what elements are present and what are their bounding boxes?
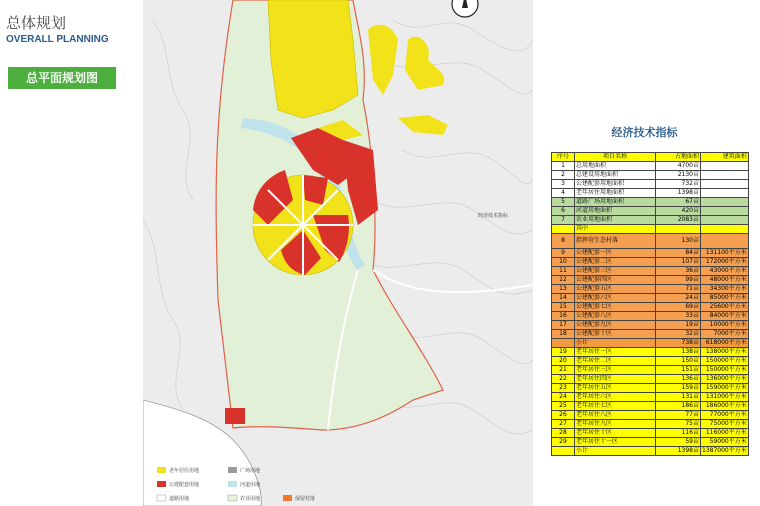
- cell-no: 3: [552, 180, 575, 189]
- cell-build: [701, 207, 749, 216]
- cell-no: 13: [552, 285, 575, 294]
- table-title: 经济技术指标: [611, 126, 678, 139]
- cell-build: 34300平方米: [701, 285, 749, 294]
- cell-area: 24亩: [656, 294, 701, 303]
- table-row: [552, 366, 749, 375]
- cell-name: 公建配套一区: [575, 249, 656, 258]
- cell-no: 20: [552, 357, 575, 366]
- cell-name: 老年居住八区: [575, 411, 656, 420]
- table-row: [552, 294, 749, 303]
- table-row: [552, 429, 749, 438]
- table-row: [552, 339, 749, 348]
- cell-build: 159000平方米: [701, 384, 749, 393]
- cell-no: 17: [552, 321, 575, 330]
- col-header-name: 项目名称: [575, 153, 656, 162]
- cell-area: 151亩: [656, 366, 701, 375]
- cell-area: 77亩: [656, 411, 701, 420]
- cell-area: 732亩: [656, 180, 701, 189]
- cell-name: 小计: [575, 339, 656, 348]
- cell-area: 2130亩: [656, 171, 701, 180]
- cell-name: 公建配套十区: [575, 330, 656, 339]
- residential-zone-north: [268, 0, 358, 118]
- page-subtitle: OVERALL PLANNING: [6, 34, 109, 45]
- cell-no: 2: [552, 171, 575, 180]
- cell-no: 1: [552, 162, 575, 171]
- legend-label-5: 农业用地: [240, 496, 261, 502]
- cell-name: 老年居住用地面积: [575, 189, 656, 198]
- cell-build: 7000平方米: [701, 330, 749, 339]
- table-row: [552, 357, 749, 366]
- section-tag: 总平面规划图: [8, 67, 116, 89]
- cell-build: 150000平方米: [701, 366, 749, 375]
- cell-build: 138000平方米: [701, 348, 749, 357]
- cell-name: 公建配套五区: [575, 285, 656, 294]
- cell-name: 公建配套二区: [575, 258, 656, 267]
- cell-area: 69亩: [656, 303, 701, 312]
- cell-build: 618000平方米: [701, 339, 749, 348]
- cell-build: 116000平方米: [701, 429, 749, 438]
- cell-no: 23: [552, 384, 575, 393]
- table-row: [552, 438, 749, 447]
- cell-name: 老年居住六区: [575, 393, 656, 402]
- table-row: [552, 180, 749, 189]
- legend-label-1: 广场用地: [240, 468, 261, 474]
- cell-build: [701, 216, 749, 225]
- cell-area: 138亩: [656, 348, 701, 357]
- cell-no: 12: [552, 276, 575, 285]
- cell-area: 32亩: [656, 330, 701, 339]
- table-row: [552, 267, 749, 276]
- cell-build: [701, 189, 749, 198]
- table-row: [552, 384, 749, 393]
- cell-name: 河道用地面积: [575, 207, 656, 216]
- legend-label-4: 道路用地: [169, 496, 190, 502]
- cell-area: 33亩: [656, 312, 701, 321]
- cell-area: 36亩: [656, 267, 701, 276]
- cell-no: 26: [552, 411, 575, 420]
- cell-name: 公建配套三区: [575, 267, 656, 276]
- cell-area: 99亩: [656, 276, 701, 285]
- cell-build: 43000平方米: [701, 267, 749, 276]
- cell-build: [701, 162, 749, 171]
- cell-name: 公建配套六区: [575, 294, 656, 303]
- cell-build: 172000平方米: [701, 258, 749, 267]
- cell-build: 1387000平方米: [702, 447, 747, 454]
- cell-name: 道路广场用地面积: [575, 198, 656, 207]
- cell-build: 131000平方米: [701, 393, 749, 402]
- cell-no: 22: [552, 375, 575, 384]
- cell-build: 186000平方米: [701, 402, 749, 411]
- map-label-tech: 经济技术指标: [478, 213, 509, 219]
- cell-no: 19: [552, 348, 575, 357]
- cell-no: 29: [552, 438, 575, 447]
- cell-area: 1398亩: [656, 189, 701, 198]
- cell-build: [701, 234, 749, 249]
- cell-name: 老年居住五区: [575, 384, 656, 393]
- cell-name: 总建设用地面积: [575, 171, 656, 180]
- cell-build: 136000平方米: [701, 375, 749, 384]
- cell-no: 18: [552, 330, 575, 339]
- cell-name: 老年居住九区: [575, 420, 656, 429]
- table-row: [552, 258, 749, 267]
- table-row: [552, 420, 749, 429]
- cell-name: 老年居住三区: [575, 366, 656, 375]
- cell-name: 老年居住十区: [575, 429, 656, 438]
- table-row: [552, 216, 749, 225]
- table-row: [552, 171, 749, 180]
- cell-area: 150亩: [656, 357, 701, 366]
- table-row: [552, 276, 749, 285]
- table-row: [552, 348, 749, 357]
- master-plan-map: [143, 0, 533, 506]
- cell-name: 公建配套九区: [575, 321, 656, 330]
- cell-area: 19亩: [656, 321, 701, 330]
- cell-no: 16: [552, 312, 575, 321]
- cell-area: 136亩: [656, 375, 701, 384]
- village-zone: [225, 408, 245, 424]
- cell-build: 150000平方米: [701, 357, 749, 366]
- cell-build: 59000平方米: [701, 438, 749, 447]
- cell-area: 107亩: [656, 258, 701, 267]
- cell-area: 116亩: [656, 429, 701, 438]
- table-row: [552, 447, 749, 456]
- cell-build: 48000平方米: [701, 276, 749, 285]
- cell-area: 71亩: [656, 285, 701, 294]
- cell-no: 21: [552, 366, 575, 375]
- cell-name: 指挥营生态村落: [575, 234, 656, 249]
- table-row: [552, 198, 749, 207]
- table-row: [552, 303, 749, 312]
- cell-area: 1398亩: [656, 447, 701, 456]
- col-header-build: 建筑面积: [701, 153, 749, 162]
- legend-label-3: 河道用地: [240, 482, 261, 488]
- table-row: [552, 393, 749, 402]
- cell-area: 131亩: [656, 393, 701, 402]
- cell-name: 其中: [575, 225, 656, 234]
- cell-no: 4: [552, 189, 575, 198]
- cell-area: 75亩: [656, 420, 701, 429]
- cell-name: 公建配套用地面积: [575, 180, 656, 189]
- cell-no: 9: [552, 249, 575, 258]
- cell-name: 老年居住一区: [575, 348, 656, 357]
- cell-build: 77000平方米: [701, 411, 749, 420]
- cell-no: 6: [552, 207, 575, 216]
- cell-area: 59亩: [656, 438, 701, 447]
- cell-area: 67亩: [656, 198, 701, 207]
- page-title: 总体规划: [6, 14, 67, 32]
- cell-no: 28: [552, 429, 575, 438]
- cell-area: 186亩: [656, 402, 701, 411]
- cell-no: 24: [552, 393, 575, 402]
- cell-area: [656, 225, 701, 234]
- table-row: [552, 207, 749, 216]
- cell-no: 8: [552, 234, 575, 249]
- cell-no: 10: [552, 258, 575, 267]
- cell-name: 老年居住四区: [575, 375, 656, 384]
- cell-name: 公建配套四区: [575, 276, 656, 285]
- cell-name: 公建配套七区: [575, 303, 656, 312]
- legend-label-0: 老年居住用地: [169, 468, 200, 474]
- cell-build: 85000平方米: [701, 294, 749, 303]
- table-row: [552, 411, 749, 420]
- cell-area: 159亩: [656, 384, 701, 393]
- table-row: [552, 189, 749, 198]
- cell-no: 5: [552, 198, 575, 207]
- cell-no: 11: [552, 267, 575, 276]
- table-row: [552, 285, 749, 294]
- cell-build: [701, 180, 749, 189]
- cell-name: 老年居住二区: [575, 357, 656, 366]
- cell-area: 84亩: [656, 249, 701, 258]
- cell-build: 10000平方米: [701, 321, 749, 330]
- legend-label-2: 公建配套用地: [169, 482, 200, 488]
- table-row: [552, 225, 749, 234]
- indicator-table: [551, 152, 749, 456]
- table-row: [552, 312, 749, 321]
- cell-name: 公建配套八区: [575, 312, 656, 321]
- cell-no: [552, 339, 575, 348]
- col-header-area: 占地面积: [656, 153, 701, 162]
- cell-area: 130亩: [656, 234, 701, 249]
- cell-name: 总用地面积: [575, 162, 656, 171]
- cell-build: 84000平方米: [701, 312, 749, 321]
- cell-no: 7: [552, 216, 575, 225]
- cell-no: [552, 225, 575, 234]
- table-row: [552, 162, 749, 171]
- cell-name: 老年居住七区: [575, 402, 656, 411]
- cell-no: [552, 447, 575, 456]
- cell-build: 25600平方米: [701, 303, 749, 312]
- legend-label-6: 保留村落: [295, 496, 316, 502]
- cell-no: 27: [552, 420, 575, 429]
- cell-name: 小计: [575, 447, 656, 456]
- table-row: [552, 234, 749, 249]
- col-header-no: 序号: [552, 153, 575, 162]
- cell-area: 738亩: [656, 339, 701, 348]
- cell-area: 2083亩: [656, 216, 701, 225]
- table-row: [552, 402, 749, 411]
- table-row: [552, 375, 749, 384]
- table-row: [552, 330, 749, 339]
- cell-name: 老年居住十一区: [575, 438, 656, 447]
- cell-build: [701, 225, 749, 234]
- cell-build: [701, 171, 749, 180]
- cell-area: 4700亩: [656, 162, 701, 171]
- cell-name: 农业用地面积: [575, 216, 656, 225]
- cell-no: 25: [552, 402, 575, 411]
- cell-build: 75000平方米: [701, 420, 749, 429]
- table-row: [552, 249, 749, 258]
- table-row: [552, 321, 749, 330]
- cell-no: 15: [552, 303, 575, 312]
- cell-build: [701, 198, 749, 207]
- cell-no: 14: [552, 294, 575, 303]
- cell-area: 420亩: [656, 207, 701, 216]
- cell-build: 131100平方米: [701, 249, 749, 258]
